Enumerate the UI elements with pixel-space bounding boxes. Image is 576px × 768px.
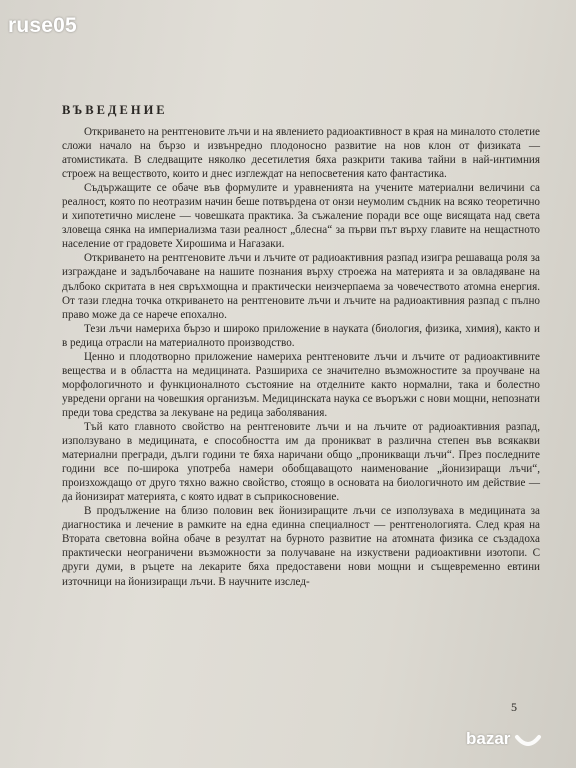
paragraph: Ценно и плодотворно приложение намериха рентгеновите лъчи и лъчите от радиоактивните вещества и в областта на медицината. Разшириха се значително възможностите за проучване на морфологичното и функционалното състояние на отделните както нормални, така и болестно увредени органи на човешкия организъм. Медицинската наука се въоръжи с нови мощни, непознати преди това средства за лекуване на редица заболявания.	[62, 350, 540, 419]
body-text	[62, 125, 540, 589]
paragraph: Съдържащите се обаче във формулите и уравненията на учените материални величини са реалност, която по неотразим начин беше потвърдена от онзи неумолим съдник на всяко теоретично и хипотетично мислене — човешката практика. За съжаление поради все още висящата над света зловеща сянка на империализма тази реалност „блесна“ за първи път върху главите на нещастното население от градовете Хирошима и Нагазаки.	[62, 182, 540, 251]
page-number: 5	[511, 700, 517, 714]
paragraph: Тъй като главното свойство на рентгеновите лъчи и на лъчите от радиоактивния разпад, използувано в медицината, е способността им да проникват в различна степен във всякакви материални прегради, дълги години те бяха наричани общо „проникващи лъчи“. През последните години все по-широка употреба намери обобщаващото наименование „йонизиращи лъчи“, произхождащо от друго тяхно важно свойство, стоящо в основата на биологичното им действие — да йонизират материята, с която идват в съприкосновение.	[62, 420, 540, 504]
paragraph: Откриването на рентгеновите лъчи и на явлението радиоактивност в края на миналото столетие сложи начало на бързо и извънредно плодоносно развитие на нов клон от физиката — атомистиката. В следващите няколко десетилетия бяха разкрити такива тайни в най-интимния строеж на веществото, които и днес изглеждат на непосветения като фантастика.	[62, 126, 540, 181]
chapter-heading: ВЪВЕДЕНИЕ	[62, 103, 168, 117]
bazar-logo-icon	[514, 727, 542, 751]
paragraph: В продължение на близо половин век йонизиращите лъчи се използуваха в медицината за диагностика и лечение в рамките на една единна специалност — рентгенологията. След края на Втората световна война обаче в резултат на бурното развитие на атомната физика се създадоха практически неограничени възможности за получаване на изкуствени радиоактивни изотопи. С други думи, в ръцете на лекарите бяха предоставени нови мощни и същевременно евтини източници на йонизиращи лъчи. В научните изслед-	[62, 505, 540, 588]
bazar-logo-text: bazar	[466, 729, 511, 748]
paragraph: Откриването на рентгеновите лъчи и лъчите от радиоактивния разпад изигра решаваща роля за изграждане и задълбочаване на нашите познания върху строежа на материята и за овладяване на дълбоко скритата в нея свръхмощна и практически неизчерпаема за човечеството атомна енергия. От тази гледна точка откриването на рентгеновите лъчи и лъчите на радиоактивния разпад с пълно право може да се нарече епохално.	[62, 252, 540, 321]
bazar-watermark	[466, 722, 566, 756]
paragraph: Тези лъчи намериха бързо и широко приложение в науката (биология, физика, химия), както и в редица отрасли на материалното производство.	[62, 322, 540, 349]
watermark-ruse05: ruse05	[8, 14, 77, 37]
